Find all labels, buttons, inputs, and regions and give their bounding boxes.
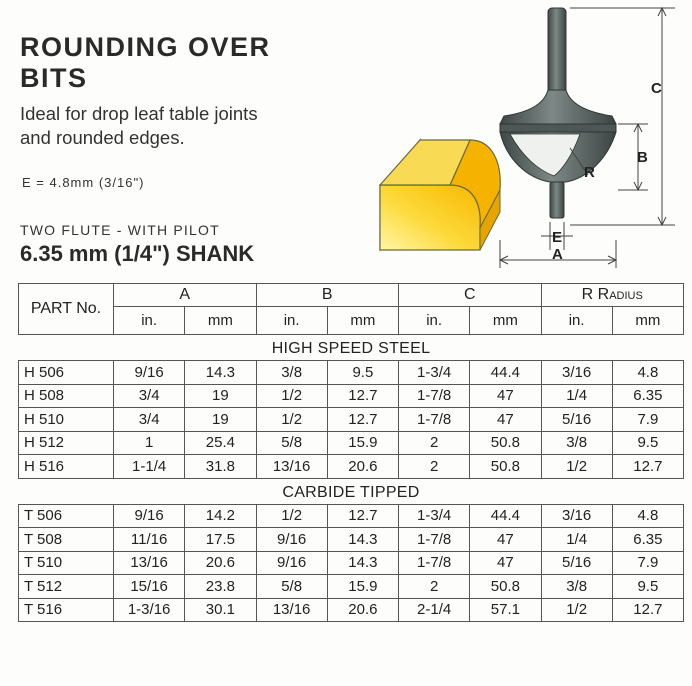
- part-number-cell: T 510: [19, 551, 114, 575]
- table-cell: 50.8: [470, 575, 541, 599]
- table-cell: 12.7: [327, 408, 398, 432]
- unit-header: in.: [114, 307, 185, 335]
- table-cell: 47: [470, 528, 541, 552]
- table-row: [19, 598, 684, 622]
- table-cell: 1-1/4: [114, 455, 185, 479]
- table-cell: 1/2: [541, 598, 612, 622]
- table-row: [19, 431, 684, 455]
- part-number-cell: H 512: [19, 431, 114, 455]
- product-description: [20, 102, 258, 150]
- description-line-1: Ideal for drop leaf table joints: [20, 103, 258, 124]
- table-cell: 5/16: [541, 408, 612, 432]
- e-dimension-spec: E = 4.8mm (3/16"): [22, 175, 145, 190]
- table-cell: 7.9: [612, 408, 683, 432]
- unit-header: in.: [256, 307, 327, 335]
- dimension-label-a: A: [552, 246, 563, 263]
- table-cell: 9/16: [114, 361, 185, 385]
- table-cell: 47: [470, 408, 541, 432]
- table-cell: 1/2: [256, 408, 327, 432]
- table-cell: 9/16: [256, 528, 327, 552]
- section-title: CARBIDE TIPPED: [282, 483, 420, 501]
- table-cell: 9/16: [256, 551, 327, 575]
- table-cell: 1-3/4: [399, 361, 470, 385]
- table-cell: 31.8: [185, 455, 256, 479]
- table-cell: 9.5: [612, 431, 683, 455]
- bit-diagram: [360, 0, 692, 272]
- part-number-header: PART No.: [19, 284, 114, 335]
- table-cell: 12.7: [612, 598, 683, 622]
- table-cell: 57.1: [470, 598, 541, 622]
- table-row: [19, 361, 684, 385]
- table-cell: 3/8: [541, 575, 612, 599]
- table-cell: 20.6: [327, 455, 398, 479]
- table-cell: 20.6: [327, 598, 398, 622]
- dimension-label-b: B: [637, 149, 648, 166]
- table-cell: 1/2: [256, 504, 327, 528]
- table-cell: 6.35: [612, 528, 683, 552]
- unit-header: mm: [185, 307, 256, 335]
- table-cell: 50.8: [470, 455, 541, 479]
- table-row: [19, 504, 684, 528]
- table-cell: 1: [114, 431, 185, 455]
- table-row: [19, 528, 684, 552]
- radius-letter: R: [581, 286, 594, 303]
- table-cell: 3/16: [541, 504, 612, 528]
- table-cell: 25.4: [185, 431, 256, 455]
- part-number-cell: T 512: [19, 575, 114, 599]
- dimension-label-c: C: [651, 80, 662, 97]
- table-cell: 14.3: [327, 528, 398, 552]
- table-cell: 3/4: [114, 408, 185, 432]
- rounded-profile-illustration: [380, 140, 500, 250]
- dimension-label-r: R: [584, 164, 595, 181]
- table-row: [19, 384, 684, 408]
- table-cell: 11/16: [114, 528, 185, 552]
- shank-spec: 6.35 mm (1/4") SHANK: [20, 241, 255, 266]
- table-cell: 12.7: [327, 384, 398, 408]
- table-cell: 1/4: [541, 384, 612, 408]
- column-r-radius-header: [541, 284, 684, 307]
- table-cell: 13/16: [114, 551, 185, 575]
- part-number-cell: T 506: [19, 504, 114, 528]
- table-cell: 30.1: [185, 598, 256, 622]
- page-title: [20, 32, 271, 94]
- table-cell: 1/2: [256, 384, 327, 408]
- table-row: [19, 551, 684, 575]
- table-cell: 1-3/16: [114, 598, 185, 622]
- column-b-header: B: [256, 284, 399, 307]
- title-line-1: ROUNDING OVER: [20, 32, 271, 62]
- table-cell: 14.3: [327, 551, 398, 575]
- table-cell: 1-7/8: [399, 528, 470, 552]
- table-units-row: [19, 307, 684, 335]
- table-cell: 9/16: [114, 504, 185, 528]
- table-cell: 2-1/4: [399, 598, 470, 622]
- table-cell: 12.7: [612, 455, 683, 479]
- table-header-row: [19, 284, 684, 307]
- table-cell: 14.3: [185, 361, 256, 385]
- column-c-header: C: [399, 284, 542, 307]
- table-cell: 44.4: [470, 361, 541, 385]
- table-cell: 3/4: [114, 384, 185, 408]
- table-cell: 9.5: [327, 361, 398, 385]
- part-number-cell: H 508: [19, 384, 114, 408]
- unit-header: mm: [327, 307, 398, 335]
- table-cell: 9.5: [612, 575, 683, 599]
- section-title: HIGH SPEED STEEL: [271, 340, 431, 357]
- column-a-header: A: [114, 284, 257, 307]
- router-bit-illustration: [500, 8, 616, 218]
- dimension-label-e: E: [552, 229, 563, 246]
- table-cell: 2: [399, 575, 470, 599]
- table-cell: 47: [470, 384, 541, 408]
- table-cell: 20.6: [185, 551, 256, 575]
- table-cell: 5/8: [256, 431, 327, 455]
- table-cell: 23.8: [185, 575, 256, 599]
- table-cell: 15.9: [327, 431, 398, 455]
- flute-spec: TWO FLUTE - WITH PILOT: [20, 222, 220, 238]
- table-cell: 1-3/4: [399, 504, 470, 528]
- table-cell: 4.8: [612, 361, 683, 385]
- specifications-table: [18, 283, 684, 622]
- table-cell: 7.9: [612, 551, 683, 575]
- table-cell: 17.5: [185, 528, 256, 552]
- table-cell: 5/16: [541, 551, 612, 575]
- table-cell: 3/8: [541, 431, 612, 455]
- bit-illustration: [360, 0, 692, 272]
- table-cell: 5/8: [256, 575, 327, 599]
- section-header-row: [19, 335, 684, 361]
- part-number-cell: H 516: [19, 455, 114, 479]
- part-number-cell: H 506: [19, 361, 114, 385]
- table-cell: 14.2: [185, 504, 256, 528]
- table-cell: 1-7/8: [399, 551, 470, 575]
- table-cell: 1-7/8: [399, 384, 470, 408]
- table-cell: 15.9: [327, 575, 398, 599]
- table-cell: 47: [470, 551, 541, 575]
- table-cell: 13/16: [256, 455, 327, 479]
- table-cell: 13/16: [256, 598, 327, 622]
- table-cell: 4.8: [612, 504, 683, 528]
- table-cell: 19: [185, 384, 256, 408]
- table-cell: 2: [399, 431, 470, 455]
- table-cell: 19: [185, 408, 256, 432]
- table-row: [19, 408, 684, 432]
- table-row: [19, 455, 684, 479]
- title-line-2: BITS: [20, 63, 88, 93]
- section-header-row: [19, 478, 684, 504]
- table-body: [19, 335, 684, 622]
- unit-header: mm: [612, 307, 683, 335]
- table-cell: 6.35: [612, 384, 683, 408]
- table-cell: 1/4: [541, 528, 612, 552]
- table-cell: 3/8: [256, 361, 327, 385]
- unit-header: mm: [470, 307, 541, 335]
- table-cell: 12.7: [327, 504, 398, 528]
- part-number-cell: T 508: [19, 528, 114, 552]
- radius-word: Radius: [597, 286, 643, 303]
- table-cell: 3/16: [541, 361, 612, 385]
- table-cell: 50.8: [470, 431, 541, 455]
- description-line-2: and rounded edges.: [20, 127, 185, 148]
- unit-header: in.: [399, 307, 470, 335]
- table-cell: 2: [399, 455, 470, 479]
- unit-header: in.: [541, 307, 612, 335]
- table-cell: 1-7/8: [399, 408, 470, 432]
- table-row: [19, 575, 684, 599]
- part-number-cell: T 516: [19, 598, 114, 622]
- part-number-cell: H 510: [19, 408, 114, 432]
- table-cell: 44.4: [470, 504, 541, 528]
- table-cell: 15/16: [114, 575, 185, 599]
- table-cell: 1/2: [541, 455, 612, 479]
